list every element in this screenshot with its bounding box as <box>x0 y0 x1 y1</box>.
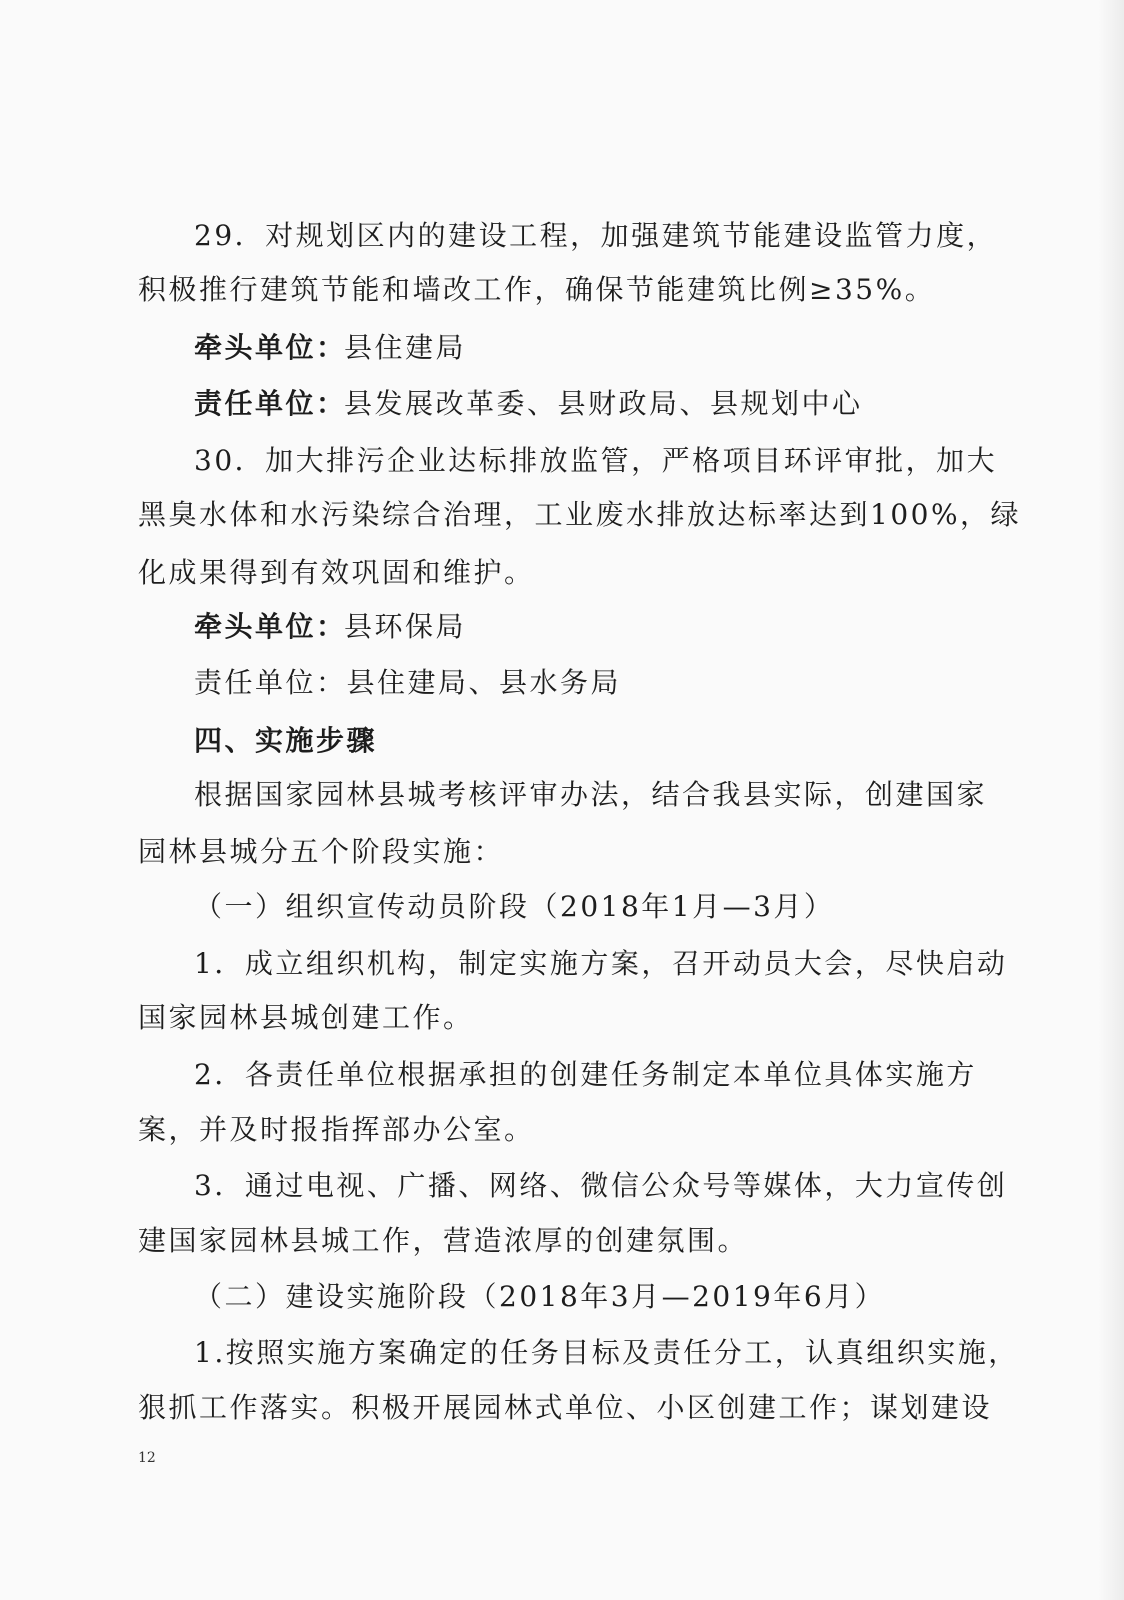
text-line-7: 30．加大排污企业达标排放监管，严格项目环评审批，加大 <box>194 444 998 477</box>
text-line-6: 县发展改革委、县财政局、县规划中心 <box>344 387 863 420</box>
text-line-5: 责任单位： <box>194 387 347 420</box>
text-line-11: 县环保局 <box>344 610 467 643</box>
text-line-13: 四、实施步骤 <box>194 724 378 757</box>
text-line-12: 责任单位：县住建局、县水务局 <box>194 666 622 699</box>
text-line-23: （二）建设实施阶段（2018年3月—2019年6月） <box>194 1280 886 1313</box>
text-line-8: 黑臭水体和水污染综合治理，工业废水排放达标率达到100%，绿 <box>138 498 1022 531</box>
text-line-1: 29．对规划区内的建设工程，加强建筑节能建设监管力度， <box>194 219 998 252</box>
page-edge-shadow <box>1098 0 1124 1600</box>
text-line-18: 国家园林县城创建工作。 <box>138 1001 474 1034</box>
text-line-19: 2．各责任单位根据承担的创建任务制定本单位具体实施方 <box>194 1058 977 1091</box>
text-line-2: 积极推行建筑节能和墙改工作，确保节能建筑比例≥35%。 <box>138 273 936 306</box>
text-line-4: 县住建局 <box>344 331 467 364</box>
text-line-20: 案，并及时报指挥部办公室。 <box>138 1113 535 1146</box>
text-line-9: 化成果得到有效巩固和维护。 <box>138 556 535 589</box>
text-line-22: 建国家园林县城工作，营造浓厚的创建氛围。 <box>138 1224 749 1257</box>
text-line-25: 狠抓工作落实。积极开展园林式单位、小区创建工作；谋划建设 <box>138 1391 993 1424</box>
text-line-21: 3．通过电视、广播、网络、微信公众号等媒体，大力宣传创 <box>194 1169 1008 1202</box>
text-line-3: 牵头单位： <box>194 331 347 364</box>
text-line-17: 1．成立组织机构，制定实施方案，召开动员大会，尽快启动 <box>194 947 1008 980</box>
text-line-10: 牵头单位： <box>194 610 347 643</box>
text-line-14: 根据国家园林县城考核评审办法，结合我县实际，创建国家 <box>194 778 988 811</box>
page-number: 12 <box>138 1450 156 1466</box>
text-line-15: 园林县城分五个阶段实施： <box>138 835 505 868</box>
text-line-16: （一）组织宣传动员阶段（2018年1月—3月） <box>194 890 835 923</box>
text-line-24: 1.按照实施方案确定的任务目标及责任分工，认真组织实施， <box>194 1336 1019 1369</box>
